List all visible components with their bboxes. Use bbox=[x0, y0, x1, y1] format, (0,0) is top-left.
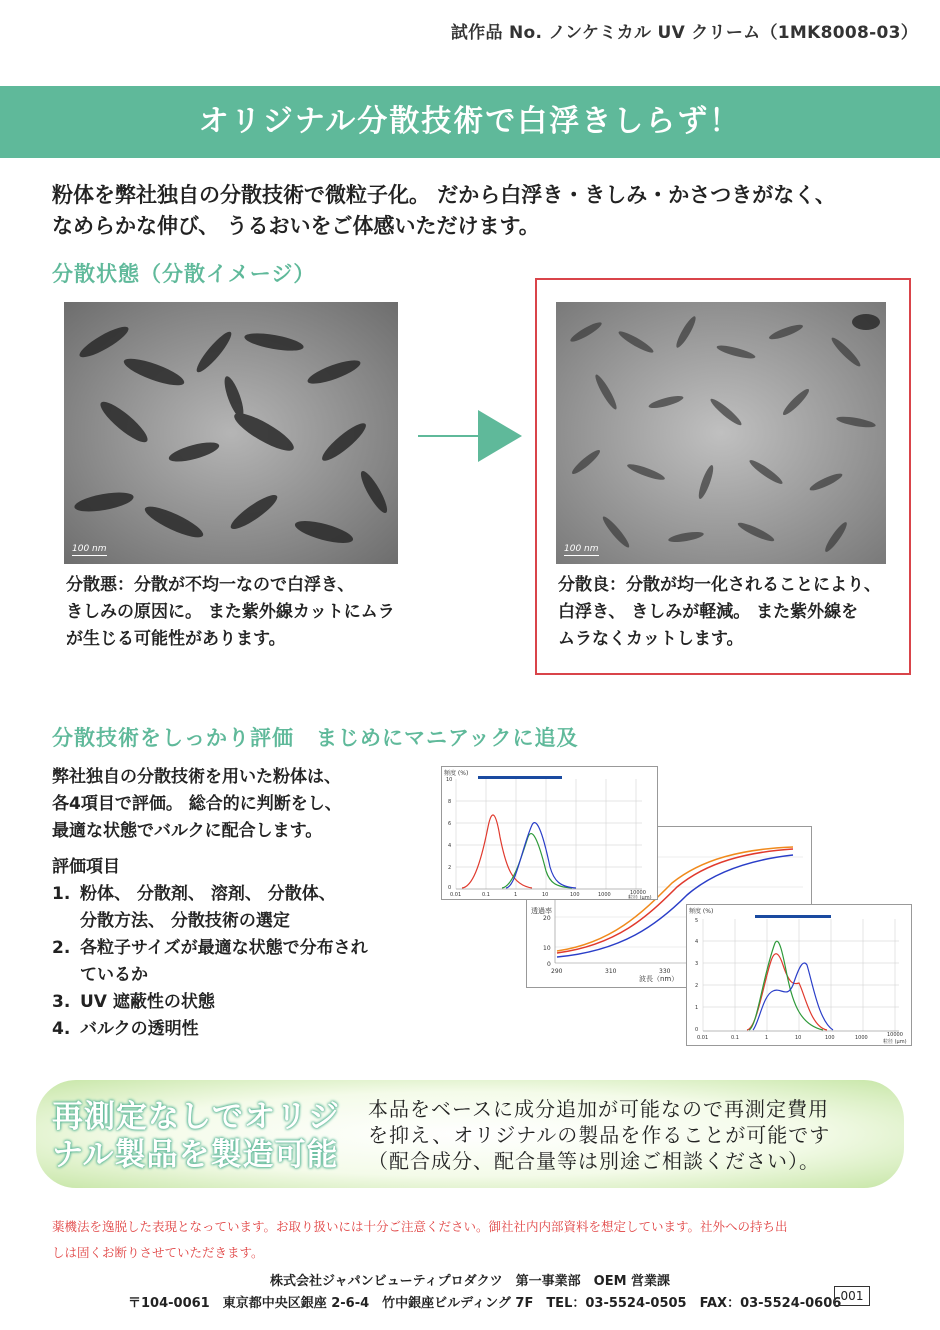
legal-disclaimer bbox=[52, 1214, 897, 1266]
good-caption-line-2: 白浮き、 きしみが軽減。 また紫外線を bbox=[558, 602, 859, 622]
list-item bbox=[52, 935, 422, 989]
dist2-xtick: 0.1 bbox=[731, 1035, 739, 1041]
disclaimer-line-2: しは固くお断りさせていただきます。 bbox=[52, 1245, 264, 1260]
company-name: 株式会社ジャパンビューティプロダクツ 第一事業部 OEM 営業課 bbox=[269, 1274, 671, 1289]
item-number: 3. bbox=[52, 992, 71, 1012]
trans-ytick: 0 bbox=[547, 961, 551, 968]
particle-distribution-graph-2 bbox=[686, 904, 912, 1046]
evaluation-body-line-2: 各4項目で評価。 総合的に判断をし、 bbox=[52, 794, 342, 814]
promo-text-line-1: 本品をベースに成分追加が可能なので再測定費用 bbox=[368, 1097, 829, 1121]
dist2-ytick: 3 bbox=[695, 961, 699, 967]
item-text: 粉体、 分散剤、 溶剤、 分散体、 bbox=[80, 884, 336, 904]
particle-texture-good bbox=[556, 302, 886, 564]
items-title: 評価項目 bbox=[52, 857, 120, 877]
poor-caption-line-3: が生じる可能性があります。 bbox=[66, 629, 286, 649]
dist2-xtick: 100 bbox=[825, 1035, 835, 1041]
dist1-ytick: 8 bbox=[448, 799, 452, 805]
item-text: UV 遮蔽性の状態 bbox=[80, 992, 215, 1012]
intro-text bbox=[52, 180, 912, 242]
dist1-ytick: 6 bbox=[448, 821, 452, 827]
dispersion-heading: 分散状態（分散イメージ） bbox=[52, 262, 316, 286]
intro-line-1: 粉体を弊社独自の分散技術で微粒子化。 だから白浮き・きしみ・かさつきがなく、 bbox=[52, 183, 836, 207]
banner-title: オリジナル分散技術で白浮きしらず！ bbox=[198, 104, 742, 139]
particle-texture-poor bbox=[64, 302, 398, 564]
dist2-topbar bbox=[755, 915, 831, 918]
evaluation-body-line-1: 弊社独自の分散技術を用いた粉体は、 bbox=[52, 767, 341, 787]
trans-xlabel: 波長（nm） bbox=[639, 975, 679, 983]
dist1-ytick: 2 bbox=[448, 865, 452, 871]
item-text-cont: 分散方法、 分散技術の選定 bbox=[80, 911, 290, 931]
promo-text-line-3: （配合成分、配合量等は別途ご相談ください）。 bbox=[368, 1149, 820, 1173]
promo-headline-line-2: ナル製品を製造可能 bbox=[52, 1137, 339, 1173]
list-item bbox=[52, 989, 422, 1016]
dist1-xlabel: 粒径 (μm) bbox=[628, 895, 652, 899]
dist1-ytick: 10 bbox=[446, 777, 453, 783]
dist2-xlabel: 粒径 (μm) bbox=[883, 1039, 907, 1045]
product-title: 試作品 No. ノンケミカル UV クリーム（1MK8008-03） bbox=[450, 23, 918, 43]
dist2-ytick: 2 bbox=[695, 983, 699, 989]
scale-bar-label: 100 nm bbox=[564, 544, 599, 554]
intro-line-2: なめらかな伸び、 うるおいをご体感いただけます。 bbox=[52, 214, 540, 238]
evaluation-body bbox=[52, 764, 432, 845]
item-text: 各粒子サイズが最適な状態で分布され bbox=[80, 938, 368, 958]
item-number: 1. bbox=[52, 884, 71, 904]
item-number: 2. bbox=[52, 938, 71, 958]
good-caption-line-3: ムラなくカットします。 bbox=[558, 629, 744, 649]
dist2-xtick: 10000 bbox=[887, 1032, 903, 1038]
dist1-xtick: 1 bbox=[514, 892, 518, 898]
promo-text-line-2: を抑え、オリジナルの製品を作ることが可能です bbox=[368, 1123, 831, 1147]
dist2-ytick: 0 bbox=[695, 1027, 699, 1033]
dist1-xtick: 10 bbox=[542, 892, 549, 898]
dist2-ytick: 1 bbox=[695, 1005, 699, 1011]
item-text: バルクの透明性 bbox=[80, 1019, 199, 1039]
evaluation-body-line-3: 最適な状態でバルクに配合します。 bbox=[52, 821, 323, 841]
evaluation-heading: 分散技術をしっかり評価 まじめにマニアックに追及 bbox=[52, 726, 579, 750]
dist1-ylabel: 頻度 (%) bbox=[444, 770, 469, 777]
dist2-ytick: 4 bbox=[695, 939, 699, 945]
tem-image-good-dispersion bbox=[556, 302, 886, 564]
scale-bar-label: 100 nm bbox=[72, 544, 107, 554]
trans-xtick: 330 bbox=[659, 968, 671, 975]
dist2-xtick: 0.01 bbox=[697, 1035, 709, 1041]
list-item bbox=[52, 1016, 422, 1043]
particle-distribution-graph-1 bbox=[441, 766, 658, 900]
disclaimer-line-1: 薬機法を逸脱した表現となっています。お取り扱いには十分ご注意ください。御社社内内部資料を想定しています。社外への持ち出 bbox=[52, 1219, 788, 1234]
trans-ytick: 20 bbox=[543, 915, 551, 922]
dist1-xtick: 0.01 bbox=[450, 892, 462, 898]
dist2-ytick: 5 bbox=[695, 918, 699, 924]
dist1-ytick: 0 bbox=[448, 885, 452, 891]
poor-dispersion-caption bbox=[66, 572, 406, 653]
promo-headline bbox=[52, 1098, 352, 1174]
dist2-xtick: 10 bbox=[795, 1035, 802, 1041]
dist1-xtick: 10000 bbox=[630, 890, 646, 896]
dist2-xtick: 1 bbox=[765, 1035, 769, 1041]
dist2-ylabel: 頻度 (%) bbox=[689, 908, 714, 915]
page-number: 001 bbox=[834, 1286, 870, 1306]
trans-xtick: 290 bbox=[551, 968, 563, 975]
dist1-ytick: 4 bbox=[448, 843, 452, 849]
trans-xtick: 310 bbox=[605, 968, 617, 975]
list-item bbox=[52, 881, 422, 935]
poor-caption-line-1: 分散悪：分散が不均一なので白浮き、 bbox=[66, 575, 355, 595]
item-number: 4. bbox=[52, 1019, 71, 1039]
item-text-cont: ているか bbox=[80, 965, 148, 985]
evaluation-items bbox=[52, 854, 422, 1043]
dist1-xtick: 100 bbox=[570, 892, 580, 898]
dist2-xtick: 1000 bbox=[855, 1035, 868, 1041]
promo-headline-line-1: 再測定なしでオリジ bbox=[52, 1099, 340, 1135]
poor-caption-line-2: きしみの原因に。 また紫外線カットにムラ bbox=[66, 602, 395, 622]
good-caption-line-1: 分散良：分散が均一化されることにより、 bbox=[558, 575, 881, 595]
dist1-xtick: 1000 bbox=[598, 892, 611, 898]
good-dispersion-caption bbox=[558, 572, 903, 653]
trans-ytick: 10 bbox=[543, 945, 551, 952]
company-address: 〒104-0061 東京都中央区銀座 2-6-4 竹中銀座ビルディング 7F TEL：03-5524-0505 FAX：03-5524-0606 bbox=[128, 1296, 842, 1311]
trans-ylabel: 透過率 bbox=[531, 907, 552, 915]
dist1-xtick: 0.1 bbox=[482, 892, 490, 898]
promo-text bbox=[368, 1096, 898, 1174]
arrow-right-icon bbox=[418, 408, 526, 464]
dist1-topbar bbox=[478, 776, 562, 779]
tem-image-poor-dispersion bbox=[64, 302, 398, 564]
